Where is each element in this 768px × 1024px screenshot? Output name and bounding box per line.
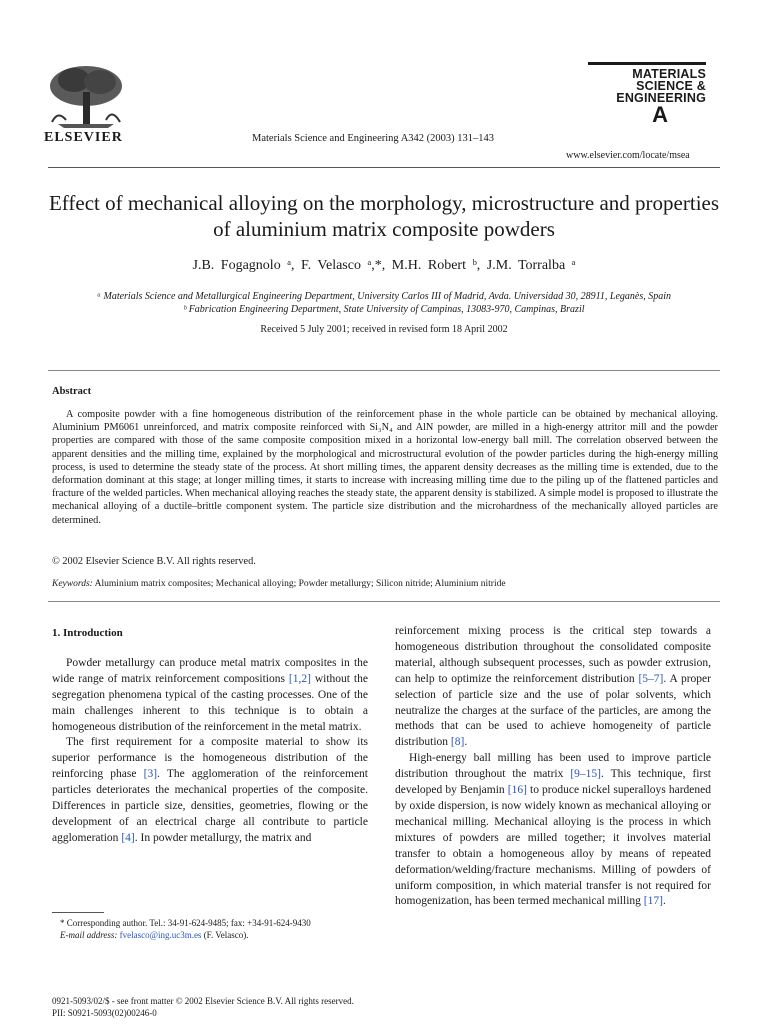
received-dates: Received 5 July 2001; received in revised form 18 April 2002 [260,324,508,335]
paragraph-text: . [662,895,666,908]
journal-reference: Materials Science and Engineering A342 (2003) 131–143 [252,133,495,144]
footnote [52,917,368,941]
paper-title: Effect of mechanical alloying on the morphology, microstructure and properties of aluminium matrix composite powders [48,191,720,241]
abstract-text: A composite powder with a fine homogeneous distribution of the reinforcement phase in the whole particle can be obtained by mechanical alloying. Aluminium PM6061 unreinforced, and matrix composite reinforced with Si₃N₄ and AlN powder, are milled in a high-energy attritor mill and the powder properties are compared with those of the same composite composition mixed in a horizontal low-energy ball mill. The correlation observed between the apparent densities and the milling time, explained by the morphological and microstructural evolution of the powder particles during the high-energy milling process, is used to determine the steady state of the process. At short milling times, the apparent density decreases as the milling time is extended, due to the deformation dominant at this stage; at longer milling times, it starts to increase with increasing milling time due to the piling up of the flattened particles and fracture of the welded particles. When mechanical alloying reaches the steady state, the apparent density is stabilized. A simple model is proposed to illustrate the mechanical alloying of a ductile–brittle component system. The particle size distribution and the microhardness of the mechanically alloyed particles are determined. [52,409,718,526]
publisher-name: ELSEVIER [44,130,123,145]
footnote-divider [52,912,104,913]
paragraph [52,656,368,736]
paragraph-text: without the segregation phenomena typical of the casting processes. One of the main challenges inherent to this technique is to obtain a homogeneous distribution of the reinforcement in the metal matrix. [52,672,368,733]
affiliation-b: ᵇ Fabrication Engineering Department, State University of Campinas, 13083-970, Campinas, Brazil [183,304,585,315]
keywords-text: Aluminium matrix composites; Mechanical alloying; Powder metallurgy; Silicon nitride; Aluminium nitride [94,579,506,589]
journal-logo-line: SCIENCE & [636,79,706,93]
citation-link[interactable]: [3] [143,768,158,781]
paragraph-text: . In powder metallurgy, the matrix and [134,831,312,844]
paragraph-text: to produce nickel superalloys hardened by oxide dispersion, is now widely known as mechanical alloying or mechanical milling. Mechanical alloying is the process in which mixtures of powders are milled together; it involves material transfer to obtain a homogeneous alloy by means of repeated deformation/welding/fracture mechanisms. Milling of powders of uniform composition, in which material transfer is not required for homogenization, has been termed mechanical milling [395,784,711,908]
citation-link[interactable]: [16] [507,784,527,797]
email-suffix: (F. Velasco). [201,930,249,940]
citation-link[interactable]: [4] [121,831,135,844]
paragraph [395,624,711,751]
paragraph-text: . A proper selection of particle size and the use of polar solvents, which neutralize the charges at the surface of the particles, are among the methods that can be used to achieve homogeneity of particle distribution [395,672,711,749]
paragraph-text: . The agglomeration of the reinforcement particles deteriorates the mechanical properties of the composite. Differences in particle size, densities, geometries, flowing or the development of an electrical charge all contribute to particle agglomeration [52,768,368,844]
citation-link[interactable]: [5–7] [638,672,664,685]
left-column [52,626,368,847]
affiliations [40,290,728,316]
paragraph-text: High-energy ball milling has been used to improve particle distribution throughout the matrix [395,752,711,781]
pii-line: PII: S0921-5093(02)00246-0 [52,1008,157,1018]
abstract-heading: Abstract [52,386,92,397]
keywords [52,579,506,589]
keywords-label: Keywords: [52,579,93,589]
keywords-divider [48,601,720,602]
paragraph-text: . [464,736,468,749]
paragraph-text: Powder metallurgy can produce metal matrix composites in the wide range of matrix reinforcement compositions [52,656,368,685]
paragraph-text: . This technique, first developed by Benjamin [395,768,711,797]
email-line [52,929,368,941]
citation-link[interactable]: [9–15] [570,768,601,781]
author-list: J.B. Fogagnolo ᵃ, F. Velasco ᵃ,*, M.H. Robert ᵇ, J.M. Torralba ᵃ [192,258,576,273]
email-label: E-mail address: [60,930,118,940]
affiliation-a: ᵃ Materials Science and Metallurgical Engineering Department, University Carlos III of Madrid, Avda. Universidad 30, 28911, Leganès, Spain [97,291,671,302]
front-matter [52,995,354,1019]
abstract-divider [48,370,720,371]
email-link[interactable]: fvelasco@ing.uc3m.es [119,930,202,940]
right-column [395,624,711,910]
journal-logo-letter: A [652,102,668,127]
citation-link[interactable]: [1,2] [288,672,311,685]
corresponding-author: * Corresponding author. Tel.: 34-91-624-9485; fax: +34-91-624-9430 [60,918,311,928]
abstract-copyright: © 2002 Elsevier Science B.V. All rights reserved. [52,556,256,567]
journal-logo-line: ENGINEERING [616,91,706,105]
paragraph [395,751,711,910]
header-divider [48,167,720,168]
paragraph-text: reinforcement mixing process is the critical step towards a homogeneous distribution throughout the consolidated composite material, although subsequent processes, such as powder extrusion, can help to optimize the reinforcement distribution [395,625,711,685]
journal-logo-line: MATERIALS [632,67,706,81]
journal-url[interactable]: www.elsevier.com/locate/msea [566,150,690,161]
section-heading: 1. Introduction [52,627,123,639]
paragraph-text: The first requirement for a composite material to show its superior performance is the homogeneous distribution of the reinforcing phase [52,736,368,781]
citation-link[interactable]: [8] [450,736,465,749]
issn-line: 0921-5093/02/$ - see front matter © 2002 Elsevier Science B.V. All rights reserved. [52,996,354,1006]
journal-logo [588,62,706,138]
citation-link[interactable]: [17] [643,895,663,908]
paragraph [52,735,368,846]
